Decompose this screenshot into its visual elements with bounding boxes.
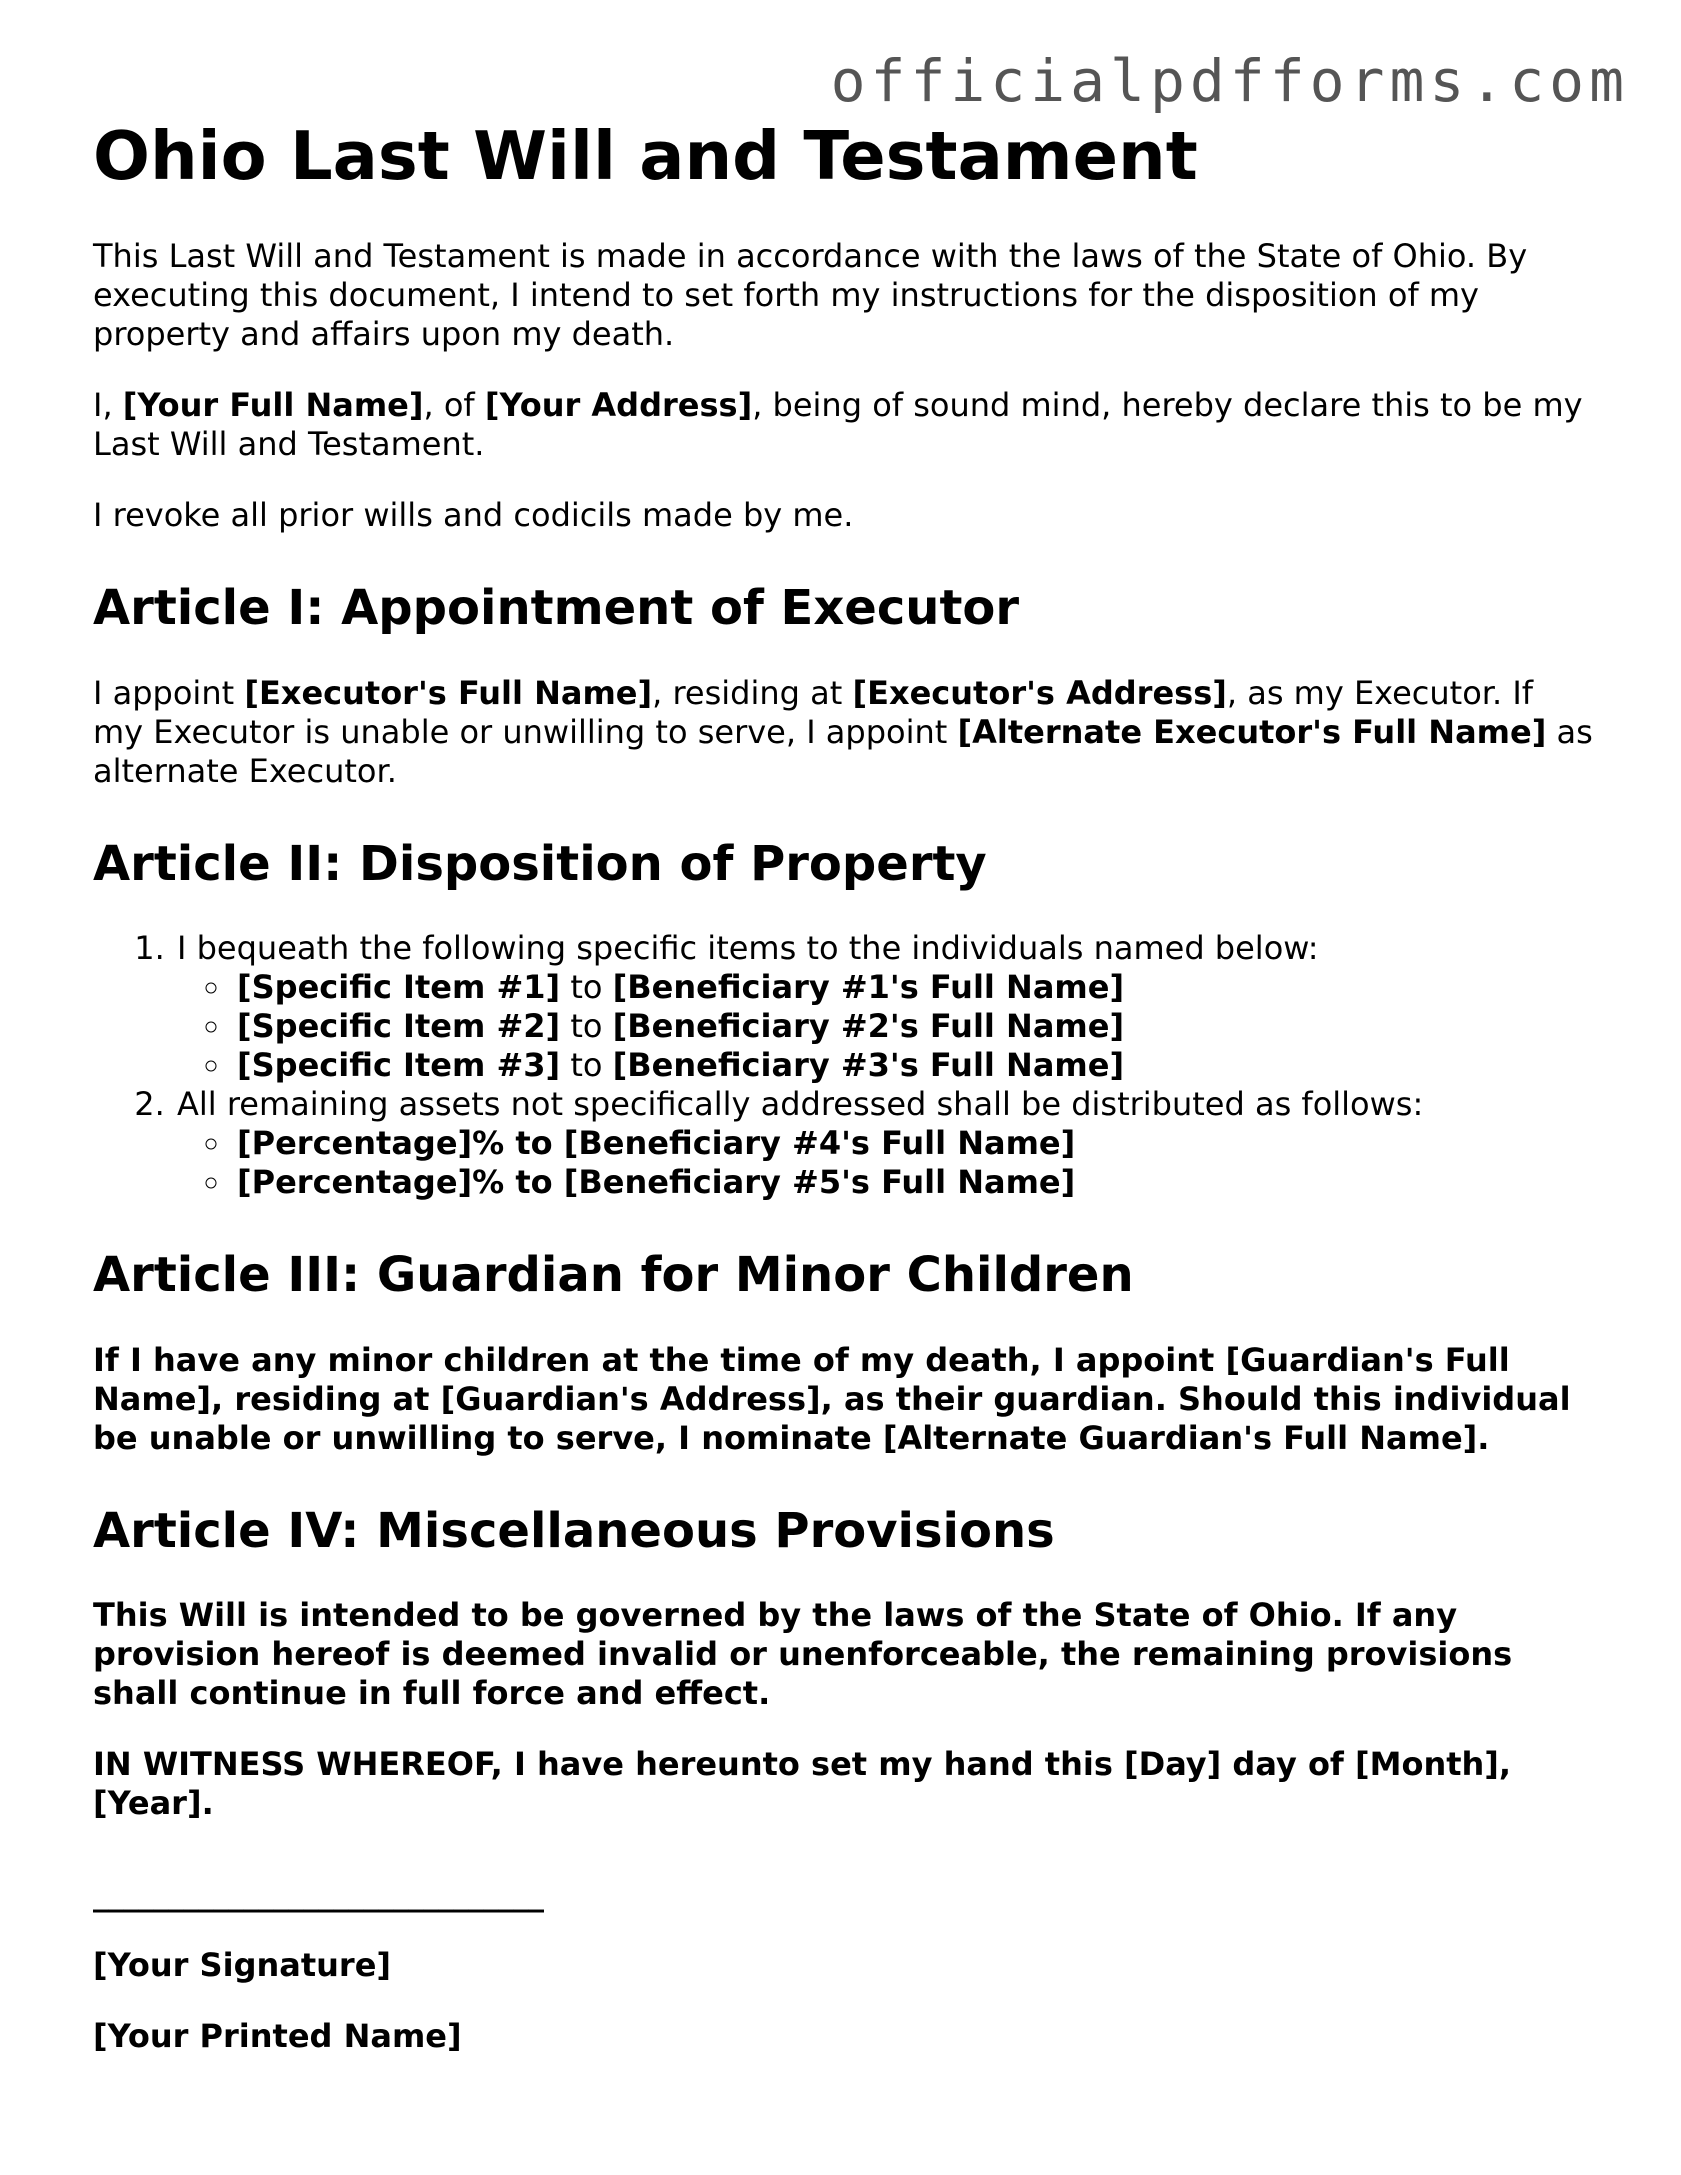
article-4-heading: Article IV: Miscellaneous Provisions [93, 1502, 1055, 1559]
text: I, [93, 386, 123, 425]
article-3-heading: Article III: Guardian for Minor Children [93, 1247, 1134, 1304]
intro-paragraph-1: This Last Will and Testament is made in accordance with the laws of the State of Ohio. By executing this document, I intend to set forth my instructions for the disposition of my property and affairs upon my death. [93, 237, 1528, 354]
remaining-assets-list [177, 1124, 1593, 1202]
list-item [175, 929, 1593, 1085]
list-item [175, 1085, 1593, 1202]
article-2-heading: Article II: Disposition of Property [93, 835, 987, 892]
list-item [233, 968, 1593, 1007]
text: to [560, 1046, 613, 1085]
list-item [233, 1163, 1593, 1202]
list-item-text: All remaining assets not specifically addressed shall be distributed as follows: [177, 1085, 1424, 1124]
text: as alternate Executor. [93, 712, 1593, 790]
article-3-paragraph: If I have any minor children at the time of my death, I appoint [Guardian's Full Name], residing at [Guardian's Address], as their guardian. Should this individual be unable or unwilling to serve, I nominate [Alternate Guardian's Full Name]. [93, 1340, 1571, 1457]
percentage-placeholder: [Percentage]% to [Beneficiary #5's Full Name] [237, 1163, 1076, 1202]
item-placeholder: [Specific Item #1] [237, 968, 561, 1007]
list-item [233, 1046, 1593, 1085]
text: I appoint [93, 673, 245, 712]
witness-paragraph: IN WITNESS WHEREOF, I have hereunto set my hand this [Day] day of [Month], [Year]. [93, 1745, 1512, 1823]
text: to [560, 1007, 613, 1046]
list-item [233, 1007, 1593, 1046]
specific-items-list [177, 968, 1593, 1085]
executor-address-placeholder: [Executor's Address] [852, 673, 1227, 712]
article-1-paragraph [93, 674, 1593, 791]
executor-name-placeholder: [Executor's Full Name] [244, 673, 653, 712]
signature-line: ______________________________ [93, 1875, 543, 1914]
watermark: officialpdfforms.com [830, 47, 1629, 115]
text: to [560, 968, 613, 1007]
article-4-paragraph: This Will is intended to be governed by the laws of the State of Ohio. If any provision hereof is deemed invalid or unenforceable, the remaining provisions shall continue in full force and effect. [93, 1596, 1513, 1713]
text: , residing at [652, 673, 853, 712]
printed-name-label: [Your Printed Name] [93, 2017, 462, 2056]
address-placeholder: [Your Address] [484, 386, 753, 425]
document-content [93, 118, 1593, 2088]
article-1-heading: Article I: Appointment of Executor [93, 580, 1020, 637]
signature-label: [Your Signature] [93, 1946, 392, 1985]
text: , as my Executor. If my Executor is unable or unwilling to serve, I appoint [93, 673, 1534, 751]
list-item [233, 1124, 1593, 1163]
item-placeholder: [Specific Item #2] [237, 1007, 561, 1046]
intro-paragraph-3: I revoke all prior wills and codicils made by me. [93, 496, 854, 535]
intro-paragraph-2 [93, 386, 1593, 464]
beneficiary-placeholder: [Beneficiary #2's Full Name] [612, 1007, 1125, 1046]
text: , being of sound mind, hereby declare this to be my Last Will and Testament. [93, 386, 1583, 464]
beneficiary-placeholder: [Beneficiary #3's Full Name] [612, 1046, 1125, 1085]
document-title: Ohio Last Will and Testament [93, 117, 1198, 195]
full-name-placeholder: [Your Full Name] [122, 386, 424, 425]
text: , of [423, 386, 485, 425]
item-placeholder: [Specific Item #3] [237, 1046, 561, 1085]
beneficiary-placeholder: [Beneficiary #1's Full Name] [612, 968, 1125, 1007]
property-list [93, 929, 1593, 1202]
alternate-executor-placeholder: [Alternate Executor's Full Name] [957, 712, 1547, 751]
list-item-text: I bequeath the following specific items to the individuals named below: [177, 929, 1319, 968]
percentage-placeholder: [Percentage]% to [Beneficiary #4's Full Name] [237, 1124, 1076, 1163]
